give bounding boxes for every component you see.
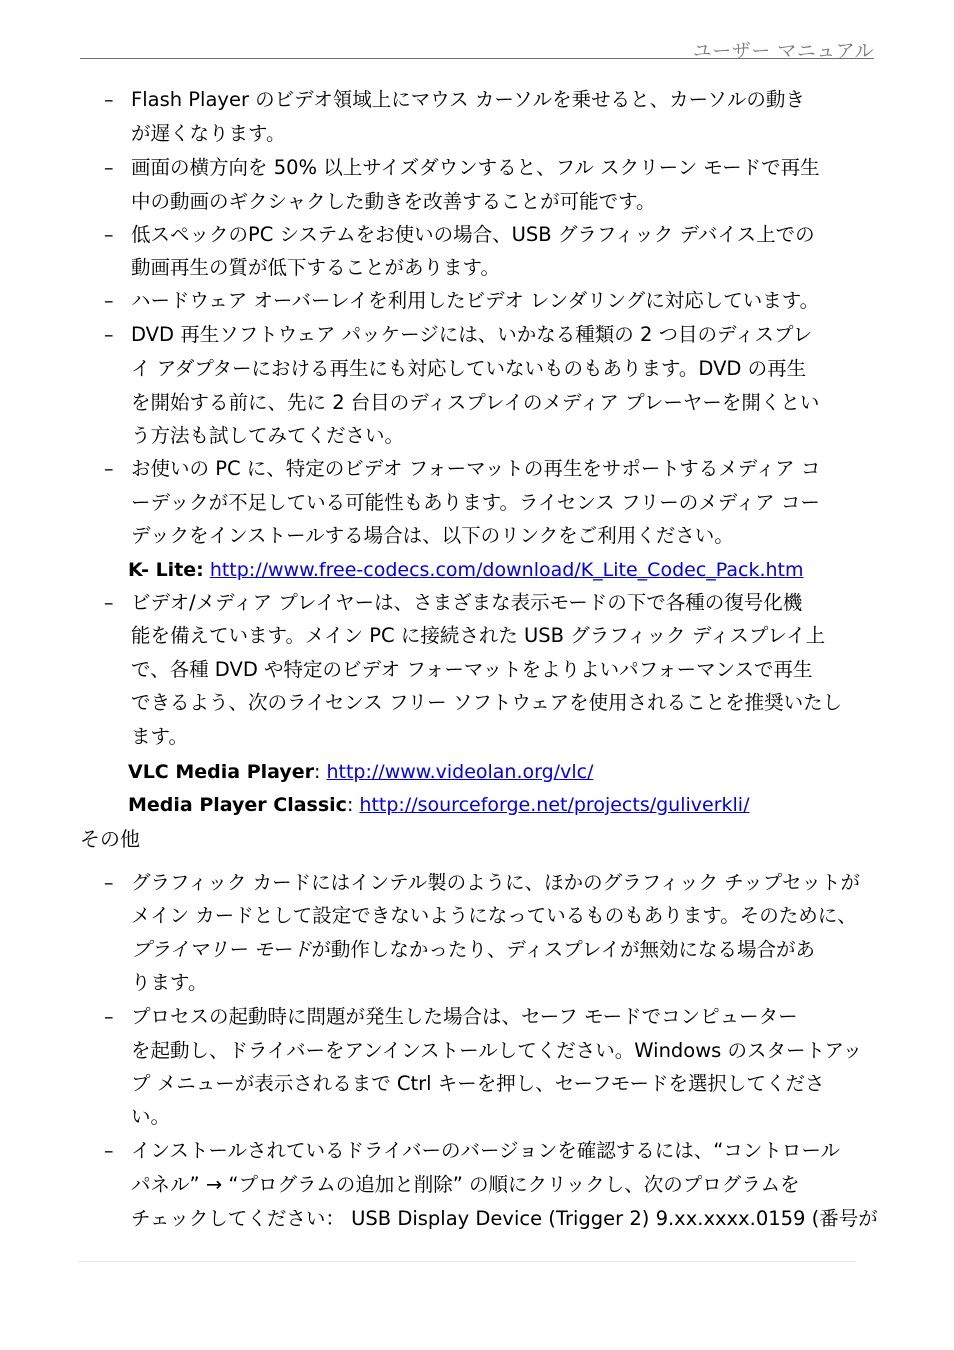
bullet-9-line-2: を起動し、ドライバーをアンインストールしてください。Windows のスタートアッ xyxy=(131,1039,863,1062)
bullet-5-line-1: DVD 再生ソフトウェア パッケージには、いかなる種類の 2 つ目のディスプレ xyxy=(131,323,813,346)
mpc-row xyxy=(128,788,749,822)
vlc-link[interactable]: http://www.videolan.org/vlc/ xyxy=(326,761,594,783)
bullet-8-line-3 xyxy=(131,933,815,967)
footer-divider xyxy=(78,1261,856,1262)
section-heading-other: その他 xyxy=(80,827,140,851)
bullet-4-line-1: ハードウェア オーバーレイを利用したビデオ レンダリングに対応しています。 xyxy=(131,289,820,312)
bullet-10-line-2: パネル” → “プログラムの追加と削除” の順にクリックし、次のプログラムを xyxy=(131,1173,800,1196)
mpc-separator: : xyxy=(346,794,360,816)
page-header-title: ユーザー マニュアル xyxy=(692,40,874,62)
bullet-9-line-3: プ メニューが表示されるまで Ctrl キーを押し、セーフモードを選択してくださ xyxy=(131,1072,825,1095)
bullet-10-line-3: チェックしてください： USB Display Device (Trigger 2) 9.xx.xxxx.0159 (番号が xyxy=(131,1207,878,1230)
bullet-2-line-1: 画面の横方向を 50% 以上サイズダウンすると、フル スクリーン モードで再生 xyxy=(131,156,820,179)
bullet-dash: – xyxy=(104,1140,114,1162)
bullet-5-line-4: う方法も試してみてください。 xyxy=(131,424,405,447)
bullet-dash: – xyxy=(104,290,114,312)
bullet-8-line-3-rest: が動作しなかったり、ディスプレイが無効になる場合があ xyxy=(311,938,816,961)
vlc-label: VLC Media Player xyxy=(128,761,315,783)
vlc-separator: : xyxy=(314,761,327,783)
klite-row xyxy=(128,553,804,587)
bullet-dash: – xyxy=(104,592,114,614)
bullet-dash: – xyxy=(104,157,114,179)
bullet-1-line-1: Flash Player のビデオ領域上にマウス カーソルを乗せると、カーソルの動き xyxy=(131,88,805,111)
bullet-9-line-4: い。 xyxy=(131,1105,171,1128)
bullet-7-line-4: できるよう、次のライセンス フリー ソフトウェアを使用されることを推奨いたし xyxy=(131,691,843,714)
bullet-dash: – xyxy=(104,324,114,346)
bullet-3-line-2: 動画再生の質が低下することがあります。 xyxy=(131,256,500,279)
bullet-6-line-1: お使いの PC に、特定のビデオ フォーマットの再生をサポートするメディア コ xyxy=(131,457,821,480)
primary-mode-term: プライマリー モード xyxy=(131,938,312,961)
bullet-8-line-4: ります。 xyxy=(131,971,208,994)
bullet-dash: – xyxy=(104,89,114,111)
header-divider xyxy=(80,58,874,59)
mpc-label: Media Player Classic xyxy=(128,794,347,816)
bullet-dash: – xyxy=(104,224,114,246)
bullet-5-line-2: イ アダプターにおける再生にも対応していないものもあります。DVD の再生 xyxy=(131,357,807,380)
bullet-2-line-2: 中の動画のギクシャクした動きを改善することが可能です。 xyxy=(131,190,656,213)
bullet-8-line-1: グラフィック カードにはインテル製のように、ほかのグラフィック チップセットが xyxy=(131,871,861,894)
bullet-7-line-5: ます。 xyxy=(131,725,188,748)
bullet-10-line-1: インストールされているドライバーのバージョンを確認するには、“コントロール xyxy=(131,1139,840,1162)
bullet-dash: – xyxy=(104,1006,114,1028)
bullet-3-line-1: 低スペックのPC システムをお使いの場合、USB グラフィック デバイス上での xyxy=(131,223,815,246)
bullet-dash: – xyxy=(104,872,114,894)
bullet-8-line-2: メイン カードとして設定できないようになっているものもあります。そのために、 xyxy=(131,904,857,927)
bullet-9-line-1: プロセスの起動時に問題が発生した場合は、セーフ モードでコンピューター xyxy=(131,1005,798,1028)
bullet-7-line-3: で、各種 DVD や特定のビデオ フォーマットをよりよいパフォーマンスで再生 xyxy=(131,658,813,681)
mpc-link[interactable]: http://sourceforge.net/projects/guliverkli/ xyxy=(359,794,750,816)
bullet-7-line-1: ビデオ/メディア プレイヤーは、さまざまな表示モードの下で各種の復号化機 xyxy=(131,591,803,614)
bullet-5-line-3: を開始する前に、先に 2 台目のディスプレイのメディア プレーヤーを開くとい xyxy=(131,391,820,414)
vlc-row xyxy=(128,755,593,789)
bullet-7-line-2: 能を備えています。メイン PC に接続された USB グラフィック ディスプレイ上 xyxy=(131,624,826,647)
bullet-dash: – xyxy=(104,458,114,480)
bullet-1-line-2: が遅くなります。 xyxy=(131,122,286,145)
bullet-6-line-3: デックをインストールする場合は、以下のリンクをご利用ください。 xyxy=(131,524,734,547)
klite-label: K- Lite: xyxy=(128,559,204,581)
klite-link[interactable]: http://www.free-codecs.com/download/K_Lite_Codec_Pack.htm xyxy=(209,559,804,581)
bullet-6-line-2: ーデックが不足している可能性もあります。ライセンス フリーのメディア コー xyxy=(131,491,820,514)
